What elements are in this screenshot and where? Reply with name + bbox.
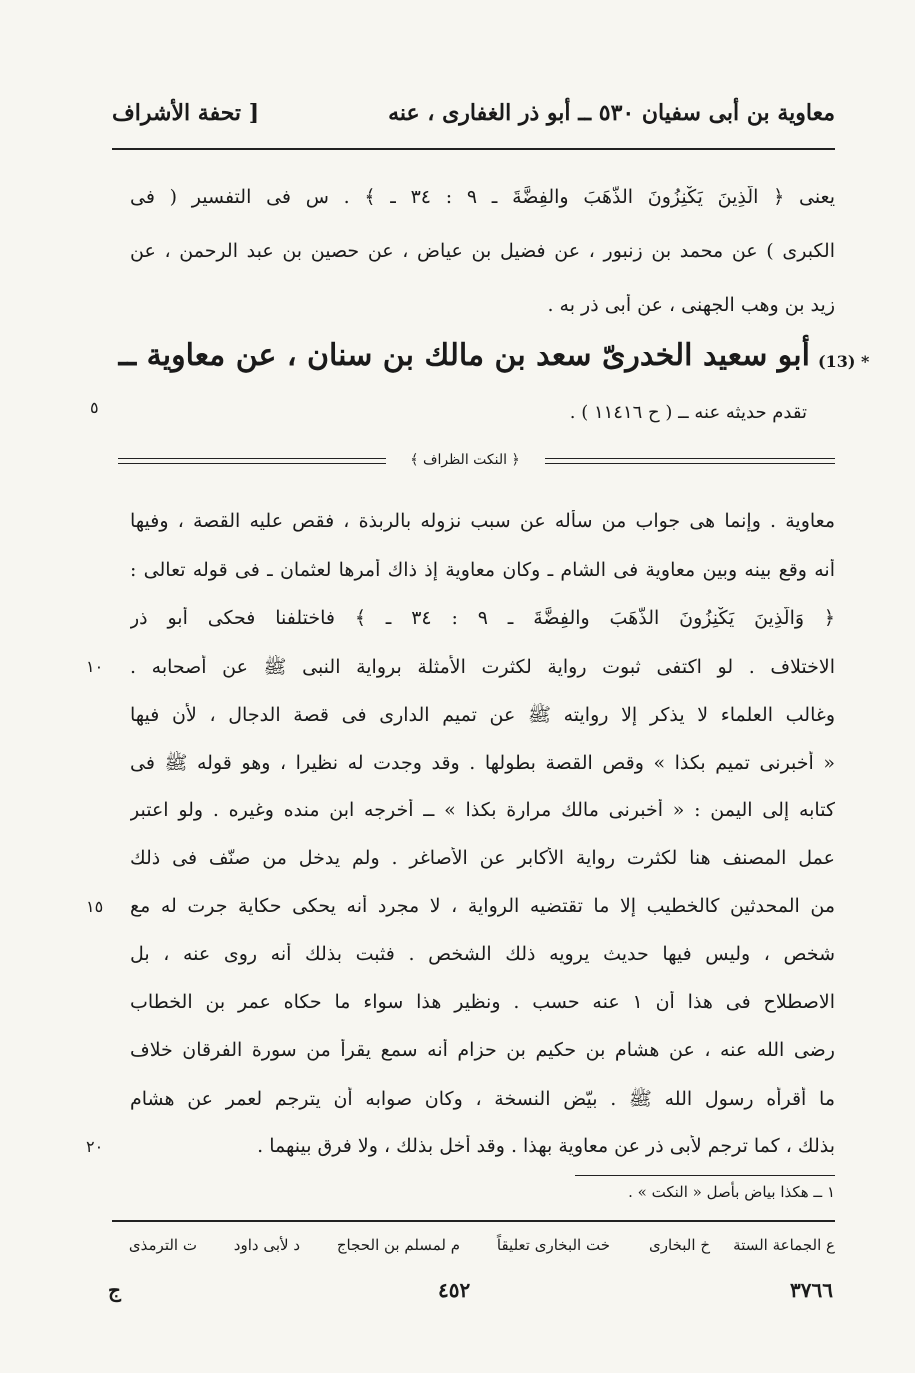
footer-rule [112,1220,835,1222]
section-heading: ﴿ النكت الظراف ﴾ [410,452,520,468]
separator-line-right [545,458,835,459]
body-line: رضى الله عنه ، عن هشام بن حكيم بن حزام أنه سمع يقرأ من سورة الفرقان خلاف [130,1039,835,1061]
body-line: ما أقرأه رسول الله ﷺ . بيّض النسخة ، وكان صوابه أن يترجم لعمر عن هشام [130,1088,835,1110]
abbreviation-item: م لمسلم بن الحجاج [336,1236,460,1254]
body-line: كتابه إلى اليمن : « أخبرنى مالك مرارة بكذا » ــ أخرجه ابن منده وغيره . ولو اعتبر [130,799,835,821]
abbreviation-item: ت الترمذى [128,1236,197,1254]
body-line: معاوية . وإنما هى جواب من سأله عن سبب نزوله بالربذة ، فقص عليه القصة ، وفيها [130,510,835,532]
text-line: زيد بن وهب الجهنى ، عن أبى ذر به . [547,294,835,316]
volume-marker: ج [108,1278,121,1302]
margin-number: ٢٠ [86,1137,104,1156]
body-line: الاصطلاح فى هذا أن ١ عنه حسب . ونظير هذا سواء ما حكاه عمر بن الخطاب [130,991,835,1013]
body-line: ﴿ وَالَّذِينَ يَكْنِزُونَ الذَّهَبَ والفِضَّةَ ـ ٩ : ٣٤ ـ ﴾ فاختلفنا فحكى أبو ذر [130,607,835,629]
margin-number: ١٥ [86,897,104,916]
entry-number: (13) * [818,352,870,371]
page-number: ٤٥٢ [438,1278,471,1302]
footnote-rule [575,1175,835,1176]
hadith-number: ٣٧٦٦ [790,1278,833,1302]
abbreviation-item: ع الجماعة الستة [733,1236,835,1254]
header-rule [112,148,835,150]
abbreviation-item: خ البخارى [649,1236,710,1254]
separator-line-left [118,458,386,459]
abbreviation-item: د لأبى داود [233,1236,300,1254]
text-line: الكبرى ) عن محمد بن زنبور ، عن فضيل بن عياض ، عن حصين بن عبد الرحمن ، عن [130,240,835,262]
body-line: أنه وقع بينه وبين معاوية فى الشام ـ وكان معاوية إذ ذاك أمرها لعثمان ـ فى قوله تعالى : [130,559,835,581]
entry-subline: تقدم حديثه عنه ــ ( ح ١١٤١٦ ) . [569,402,807,423]
body-line: « أخبرنى تميم بكذا » وقص القصة بطولها . وقد وجدت له نظيرا ، وهو قوله ﷺ فى [130,752,835,774]
running-header-book: [ تحفة الأشراف [112,100,260,126]
body-line: شخص ، وليس فيها حديث يرويه ذلك الشخص . فثبت بذلك أنه روى عنه ، بل [130,943,835,965]
body-line: الاختلاف . لو اكتفى ثبوت رواية لكثرت الأمثلة برواية النبى ﷺ عن أصحابه . [130,656,835,678]
margin-number: ١٠ [86,657,104,676]
margin-number: ٥ [90,398,99,417]
footnote: ١ ــ هكذا بياض بأصل « النكت » . [628,1183,835,1201]
entry-title: أبو سعيد الخدرىّ سعد بن مالك بن سنان ، عن معاوية ــ [118,338,810,373]
separator-line-left-2 [118,463,386,464]
separator-line-right-2 [545,463,835,464]
body-line: وغالب العلماء لا يذكر إلا روايته ﷺ عن تميم الدارى فى قصة الدجال ، لأن فيها [130,704,835,726]
text-line: يعنى ﴿ الَّذِينَ يَكْنِزُونَ الذَّهَبَ والفِضَّةَ ـ ٩ : ٣٤ ـ ﴾ . س فى التفسير ( فى [130,186,835,208]
running-header-title: معاوية بن أبى سفيان ٥٣٠ ــ أبو ذر الغفارى ، عنه [388,100,835,126]
body-line: من المحدثين كالخطيب إلا ما تقتضيه الرواية ، لا مجرد أنه يحكى حكاية جرت له مع [130,895,835,917]
abbreviation-item: خت البخارى تعليقاً [496,1236,610,1254]
body-line: بذلك ، كما ترجم لأبى ذر عن معاوية بهذا . وقد أخل بذلك ، ولا فرق بينهما . [257,1135,835,1157]
body-line: عمل المصنف هنا لكثرت رواية الأكابر عن الأصاغر . ولم يدخل من صنّف فى ذلك [130,847,835,869]
